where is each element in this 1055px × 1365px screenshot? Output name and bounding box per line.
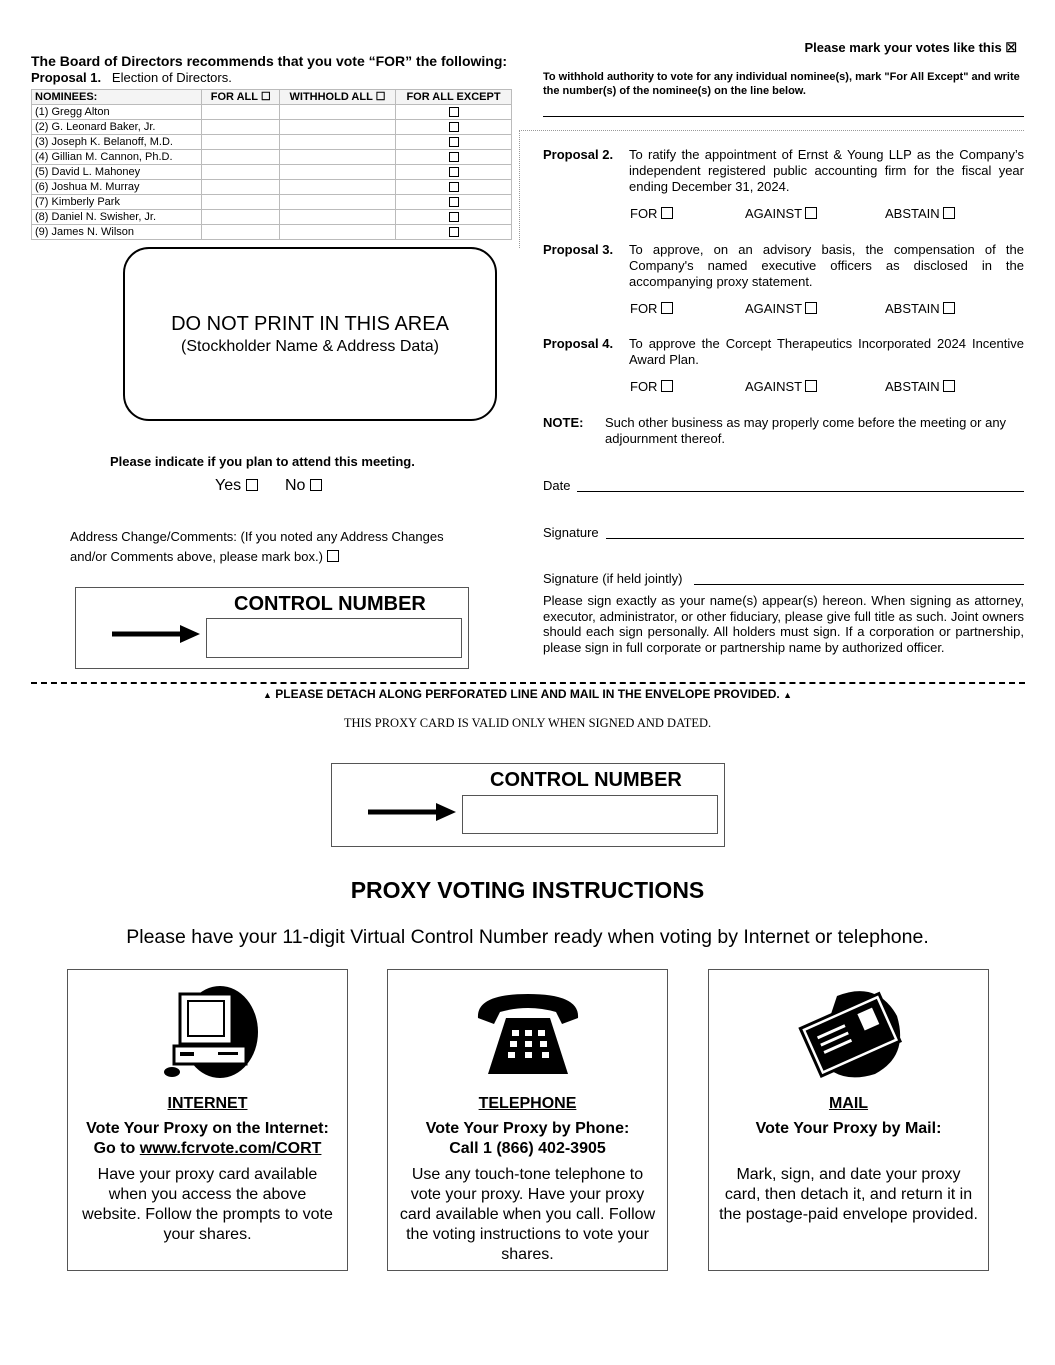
p4-against[interactable]: AGAINST [745,379,817,394]
p4-for[interactable]: FOR [630,379,673,394]
checkbox-icon[interactable] [449,227,459,237]
control-number-label: CONTROL NUMBER [234,593,426,615]
checkbox-icon [943,302,955,314]
proposal-1-text: Election of Directors. [111,70,232,85]
proposal-4-text: To approve the Corcept Therapeutics Incorporated 2024 Incentive Award Plan. [629,336,1024,367]
telephone-line-1: Vote Your Proxy by Phone: [425,1120,630,1137]
nominee-for-all-cell [202,210,280,225]
mail-heading: MAIL [828,1095,869,1112]
internet-body: Have your proxy card available when you access the above website. Follow the prompts to vote your shares. [82,1166,333,1243]
nominee-withhold-cell [280,135,396,150]
checkbox-icon [310,479,322,491]
checkbox-icon[interactable] [449,197,459,207]
nominee-withhold-cell [280,210,396,225]
checkbox-icon [805,380,817,392]
nominee-for-all-cell [202,225,280,240]
nominee-except-checkbox[interactable] [396,105,512,120]
checkbox-icon[interactable] [449,107,459,117]
checkbox-icon[interactable] [449,137,459,147]
nominee-row [32,120,512,135]
instructions-title: PROXY VOTING INSTRUCTIONS [350,877,705,903]
p3-abstain[interactable]: ABSTAIN [885,301,955,316]
nominee-except-checkbox[interactable] [396,225,512,240]
nominee-for-all-cell [202,150,280,165]
nominee-except-checkbox[interactable] [396,150,512,165]
nominee-name: (4) Gillian M. Cannon, Ph.D. [32,150,202,165]
nominee-name: (1) Gregg Alton [32,105,202,120]
do-not-print-title: DO NOT PRINT IN THIS AREA [171,313,449,335]
arrow-right-icon [112,624,202,644]
signature-line[interactable] [606,538,1024,539]
checkbox-icon[interactable] [449,167,459,177]
checkbox-icon [661,207,673,219]
mail-body: Mark, sign, and date your proxy card, then detach it, and return it in the postage-paid envelope provided. [719,1166,978,1223]
nominee-table [31,89,512,240]
attend-yes[interactable]: Yes [215,477,258,495]
internet-heading: INTERNET [167,1095,248,1112]
internet-method-box [67,969,348,1271]
signature-joint-label: Signature (if held jointly) [543,571,683,586]
checkbox-icon [661,302,673,314]
note-label: NOTE: [543,415,584,430]
nominee-withhold-cell [280,225,396,240]
nominee-table-header [32,90,512,105]
telephone-heading: TELEPHONE [478,1095,577,1112]
triangle-up-icon: ▲ [783,690,792,700]
p2-for[interactable]: FOR [630,206,673,221]
checkbox-icon [805,207,817,219]
nominee-name: (9) James N. Wilson [32,225,202,240]
mail-line-1: Vote Your Proxy by Mail: [755,1120,942,1137]
nominee-row [32,135,512,150]
checkbox-icon[interactable] [449,122,459,132]
nominee-except-checkbox[interactable] [396,135,512,150]
internet-line-2: Go to www.fcrvote.com/CORT [93,1140,322,1157]
p4-abstain[interactable]: ABSTAIN [885,379,955,394]
nominee-name: (8) Daniel N. Swisher, Jr. [32,210,202,225]
checkbox-icon[interactable] [449,182,459,192]
internet-line-1: Vote Your Proxy on the Internet: [86,1120,329,1137]
telephone-body: Use any touch-tone telephone to vote your proxy. Have your proxy card available when you call. Follow the voting instructions to vote your shares. [399,1166,656,1263]
nominee-except-checkbox[interactable] [396,180,512,195]
divider [519,130,520,248]
proposal-1-header [31,70,232,85]
do-not-print-sub: (Stockholder Name & Address Data) [181,338,439,355]
proposal-2-number: Proposal 2. [543,147,614,162]
nominee-for-all-cell [202,135,280,150]
nominee-name: (2) G. Leonard Baker, Jr. [32,120,202,135]
proposal-3-text: To approve, on an advisory basis, the compensation of the Company's named executive officers as disclosed in the accompanying proxy statement. [629,242,1024,289]
proposal-1-number: Proposal 1. [31,70,102,85]
signature-label: Signature [543,525,599,540]
nominee-number-line[interactable] [543,116,1024,117]
date-line[interactable] [577,491,1024,492]
nominee-for-all-cell [202,180,280,195]
mark-votes-note: Please mark your votes like this ☒ [804,40,1017,55]
p2-abstain[interactable]: ABSTAIN [885,206,955,221]
col-withhold-all[interactable]: WITHHOLD ALL ☐ [280,90,396,105]
nominee-withhold-cell [280,180,396,195]
internet-url-link[interactable]: www.fcrvote.com/CORT [139,1140,322,1157]
checkbox-icon [661,380,673,392]
divider [519,130,1024,131]
nominee-name: (3) Joseph K. Belanoff, M.D. [32,135,202,150]
nominee-withhold-cell [280,105,396,120]
instructions-subtitle: Please have your 11-digit Virtual Control Number ready when voting by Internet or telephone. [126,926,929,948]
proposal-2-text: To ratify the appointment of Ernst & Young LLP as the Company’s independent registered public accounting firm for the fiscal year ending December 31, 2024. [629,147,1024,194]
nominee-withhold-cell [280,120,396,135]
control-number-field[interactable] [206,618,462,658]
nominee-except-checkbox[interactable] [396,120,512,135]
arrow-right-icon [368,802,458,822]
proposal-4-number: Proposal 4. [543,336,614,351]
checkbox-icon [246,479,258,491]
nominee-row [32,180,512,195]
telephone-number[interactable]: Call 1 (866) 402-3905 [449,1140,606,1157]
nominee-row [32,195,512,210]
address-change-checkbox[interactable] [327,550,339,562]
nominee-row [32,210,512,225]
withhold-instruction: To withhold authority to vote for any individual nominee(s), mark "For All Except" and write the number(s) of the nominee(s) on the line below. [543,71,1020,97]
nominee-row [32,150,512,165]
checkbox-icon[interactable] [449,212,459,222]
control-number-box [75,587,469,669]
nominee-except-checkbox[interactable] [396,210,512,225]
date-label: Date [543,478,571,493]
sign-instructions: Please sign exactly as your name(s) appear(s) hereon. When signing as attorney, executor, administrator, or other fiduciary, please give full title as such. Joint owners should each sign personally. All holders must sign. If a corporation or partnership, please sign in full corporate or partnership name by authorized officer. [543,593,1024,655]
col-for-all-except: FOR ALL EXCEPT [396,90,512,105]
nominee-withhold-cell [280,195,396,210]
telephone-icon [472,988,584,1082]
mail-method-box [708,969,989,1271]
note-text: Such other business as may properly come before the meeting or any adjournment thereof. [605,415,1007,446]
nominee-name: (7) Kimberly Park [32,195,202,210]
col-nominees: NOMINEES: [32,90,202,105]
computer-icon [158,984,262,1084]
attend-no[interactable]: No [285,477,322,495]
signature-joint-line[interactable] [694,584,1024,585]
nominee-for-all-cell [202,195,280,210]
telephone-method-box [387,969,668,1271]
checkbox-icon [943,380,955,392]
p3-against[interactable]: AGAINST [745,301,817,316]
control-number-box-2 [331,763,725,847]
nominee-row [32,105,512,120]
mail-envelope-icon [797,986,907,1082]
nominee-for-all-cell [202,105,280,120]
nominee-except-checkbox[interactable] [396,195,512,210]
nominee-row [32,165,512,180]
address-change: Address Change/Comments: (If you noted any Address Changes and/or Comments above, please mark box.) [70,529,444,564]
valid-note: THIS PROXY CARD IS VALID ONLY WHEN SIGNED AND DATED. [343,716,712,730]
nominee-row [32,225,512,240]
checkbox-icon [943,207,955,219]
nominee-name: (6) Joshua M. Murray [32,180,202,195]
proposal-3-number: Proposal 3. [543,242,614,257]
nominee-for-all-cell [202,120,280,135]
nominee-except-checkbox[interactable] [396,165,512,180]
control-number-field[interactable] [462,795,718,834]
checkbox-icon [805,302,817,314]
nominee-withhold-cell [280,165,396,180]
perforated-line [31,682,1025,684]
board-recommendation-heading: The Board of Directors recommends that you vote “FOR” the following: [31,53,508,69]
control-number-label: CONTROL NUMBER [490,769,682,791]
nominee-for-all-cell [202,165,280,180]
col-for-all[interactable]: FOR ALL ☐ [202,90,280,105]
address-area-box [123,247,497,421]
p2-against[interactable]: AGAINST [745,206,817,221]
triangle-up-icon: ▲ [262,690,272,700]
checkbox-icon[interactable] [449,152,459,162]
p3-for[interactable]: FOR [630,301,673,316]
detach-note: ▲ PLEASE DETACH ALONG PERFORATED LINE AND MAIL IN THE ENVELOPE PROVIDED. ▲ [262,687,792,701]
nominee-name: (5) David L. Mahoney [32,165,202,180]
attend-question: Please indicate if you plan to attend this meeting. [110,454,415,469]
nominee-withhold-cell [280,150,396,165]
